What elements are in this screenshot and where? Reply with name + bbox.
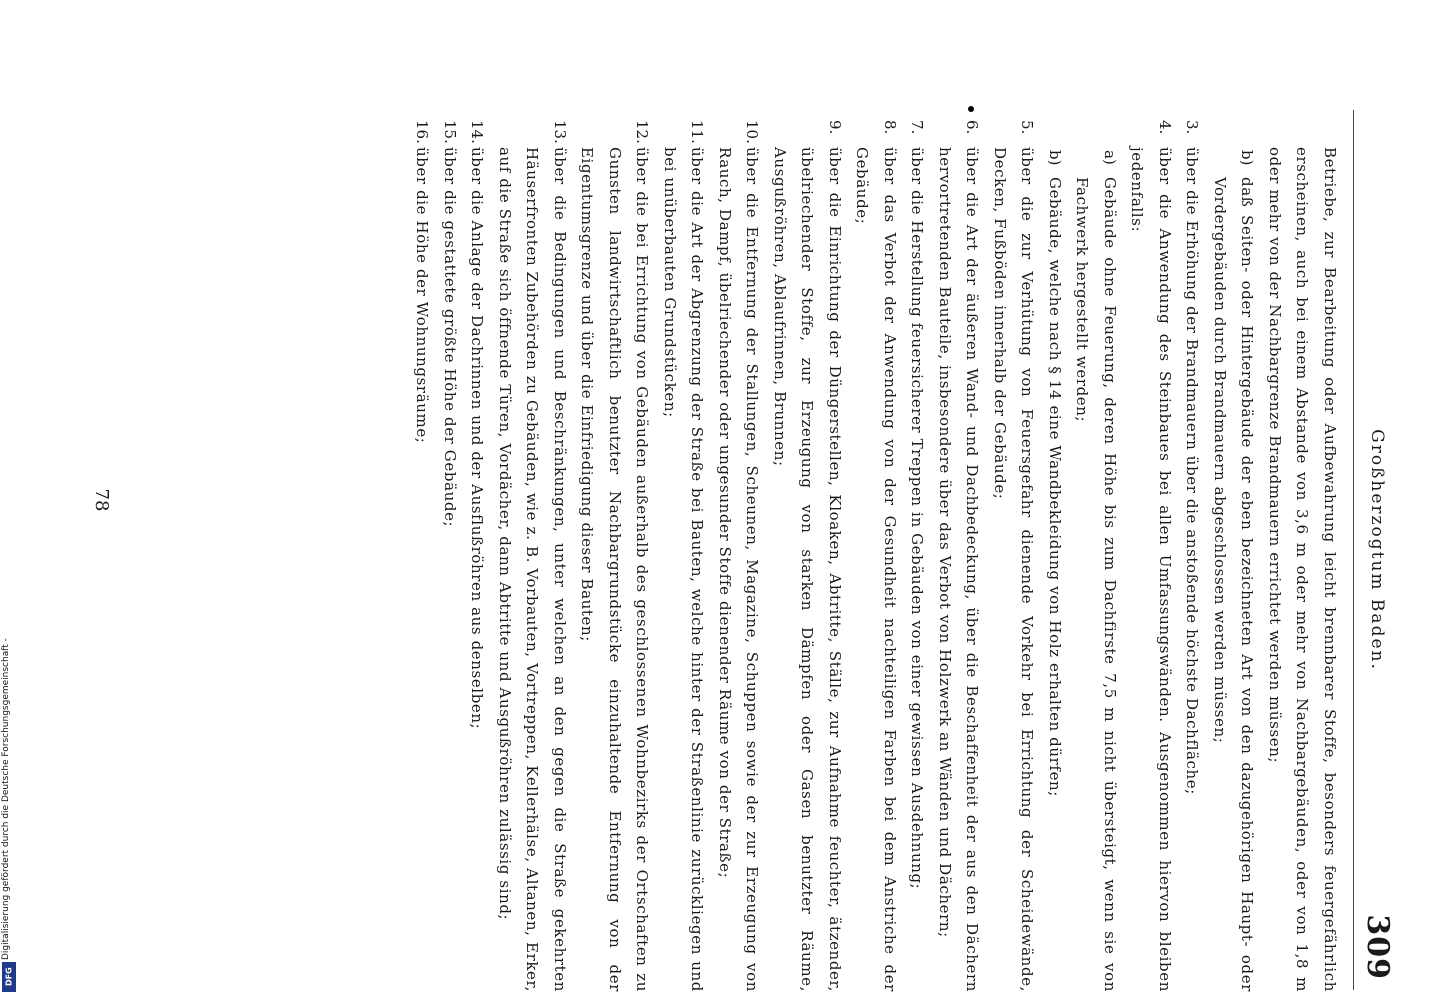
- item-text: über die Einrichtung der Düngerstellen, Kloaken, Abtritte, Ställe, zur Aufnahme feuchter, ätzender, übelriechender Stoffe, zur Erzeugung von starken Dämpfen oder Gasen benutzter Räume, Ausgußröhren, Ablaufrinnen, Brunnen;: [771, 147, 844, 992]
- list-item: [656, 120, 711, 992]
- item-number: 6.: [963, 120, 982, 135]
- item-number: b): [1046, 150, 1064, 166]
- item-number: b): [1238, 150, 1257, 166]
- item-number: a): [1101, 150, 1119, 165]
- item-number: 9.: [826, 120, 844, 135]
- document-body: [408, 120, 1343, 992]
- item-number: 11.: [688, 120, 707, 144]
- item-text: über die Erhöhung der Brandmauern über die anstoßende höchste Dachfläche;: [1183, 147, 1202, 795]
- item-text: Gebäude ohne Feuerung, deren Höhe bis zum Dachfirste 7,5 m nicht übersteigt, wenn sie von Fachwerk hergestellt werden;: [1073, 177, 1119, 992]
- item-number: 10.: [743, 120, 762, 144]
- item-text: über die Art der äußeren Wand- und Dachbedeckung, über die Beschaffenheit der aus den Dächern hervortretenden Bauteile, insbesondere über das Verbot von Holzwerk an Wänden und Dächern;: [936, 147, 982, 992]
- item-text: über das Verbot der Anwendung von der Gesundheit nachteiligen Farben bei dem Anstriche der Gebäude;: [853, 147, 899, 992]
- item-text: über die Herstellung feuersicherer Treppen in Gebäuden von einer gewissen Ausdehnung;: [908, 147, 927, 890]
- sub-list-item: [1041, 120, 1069, 992]
- item-text: Betriebe, zur Bearbeitung oder Aufbewahrung leicht brennbarer Stoffe, besonders feuergefährlich erscheinen, auch bei einem Abstande von 3,6 m oder mehr von Nachbargebäuden, oder von 1,8 m oder mehr von der Nachbargrenze Brandmauern errichtet werden müssen;: [1266, 147, 1339, 992]
- item-text: über die Entfernung der Stallungen, Scheunen, Magazine, Schuppen sowie der zur Erzeugung von Rauch, Dampf, übelriechender oder ungesunder Stoffe dienender Räume von der Straße;: [716, 147, 762, 992]
- list-item: [1261, 120, 1344, 992]
- item-text: über die gestattete größte Höhe der Gebäude;: [441, 147, 459, 528]
- item-number: 3.: [1183, 120, 1202, 135]
- item-text: daß Seiten- oder Hintergebäude der eben bezeichneten Art von den dazugehörigen Haupt- oder Vordergebäuden durch Brandmauern abgeschlossen werden müssen;: [1211, 177, 1257, 992]
- item-text: über die Anlage der Dachrinnen und der Ausflußröhren aus denselben;: [468, 147, 487, 730]
- sub-list-item: [1206, 120, 1261, 992]
- list-item: [436, 120, 464, 992]
- item-number: 15.: [441, 120, 459, 144]
- item-number: 7.: [908, 120, 927, 135]
- item-text: über die Art der Abgrenzung der Straße bei Bauten, welche hinter der Straßenlinie zurückliegen und bei unüberbauten Grundstücken;: [661, 147, 707, 992]
- item-text: über die Höhe der Wohnungsräume;: [413, 147, 432, 444]
- running-title: Großherzogtum Baden.: [1367, 429, 1387, 671]
- list-item: [711, 120, 766, 992]
- dfg-logo: DFG: [2, 962, 16, 992]
- item-number: 8.: [881, 120, 899, 135]
- list-item: [573, 120, 656, 992]
- list-item: [408, 120, 436, 992]
- list-item: [931, 120, 986, 992]
- digitization-credit-text: Digitalisierung gefördert durch die Deutsche Forschungsgemeinschaft -: [1, 638, 11, 960]
- list-item: [986, 120, 1041, 992]
- margin-dot: [969, 106, 975, 112]
- list-item: [491, 120, 574, 992]
- item-text: über die Anwendung des Steinbaues bei allen Umfassungswänden. Ausgenommen hiervon bleiben jedenfalls:: [1128, 147, 1174, 992]
- list-item: [1178, 120, 1206, 992]
- list-item: [903, 120, 931, 992]
- list-item: [463, 120, 491, 992]
- item-text: über die Bedingungen und Beschränkungen, unter welchen an den gegen die Straße gekehrten Häuserfronten Zubehörden zu Gebäuden, wie z. B. Vorbauten, Vortreppen, Kellerhälse, Altanen, Erker, auf die Straße sich öffnende Türen, Vordächer, dann Abtritte und Ausgußröhren zulässig sind;: [496, 147, 569, 992]
- header-rule: [1353, 110, 1354, 990]
- list-item: [766, 120, 849, 992]
- item-number: 16.: [413, 120, 432, 144]
- item-number: 14.: [468, 120, 487, 144]
- sub-list-item: [1068, 120, 1123, 992]
- bottom-page-number: 78: [91, 488, 112, 512]
- item-number: 12.: [633, 120, 652, 144]
- item-text: über die bei Errichtung von Gebäuden außerhalb des geschlossenen Wohnbezirks der Ortschaften zu Gunsten landwirtschaftlich benutzter Nachbargrundstücke einzuhaltende Entfernung von der Eigentumsgrenze und über die Einfriedigung dieser Bauten;: [578, 147, 652, 992]
- list-item: [1123, 120, 1178, 992]
- list-item: [848, 120, 903, 992]
- item-text: über die zur Verhütung von Feuersgefahr dienende Vorkehr bei Errichtung der Scheidewände, Decken, Fußböden innerhalb der Gebäude;: [991, 147, 1037, 992]
- page-number: 309: [1360, 914, 1395, 980]
- item-number: 4.: [1156, 120, 1174, 135]
- page-header: [1357, 100, 1397, 1000]
- item-number: 5.: [1018, 120, 1037, 135]
- item-text: Gebäude, welche nach § 14 eine Wandbekleidung von Holz erhalten dürfen;: [1046, 177, 1064, 797]
- item-number: 13.: [551, 120, 569, 144]
